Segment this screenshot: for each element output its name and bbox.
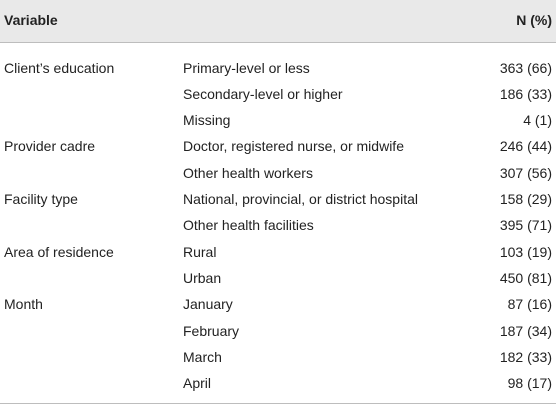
variable-cell: Area of residence bbox=[4, 244, 114, 260]
table-row bbox=[0, 212, 556, 238]
n-percent-cell: 307 (56) bbox=[499, 165, 552, 181]
category-cell: February bbox=[183, 323, 240, 339]
table-row bbox=[0, 160, 556, 186]
n-percent-cell: 103 (19) bbox=[499, 244, 552, 260]
n-percent-cell: 98 (17) bbox=[507, 375, 552, 391]
n-percent-cell: 363 (66) bbox=[499, 60, 552, 76]
category-cell: Urban bbox=[183, 270, 222, 286]
category-cell: Doctor, registered nurse, or midwife bbox=[183, 138, 404, 154]
n-percent-cell: 4 (1) bbox=[523, 112, 552, 128]
category-cell: National, provincial, or district hospital bbox=[183, 191, 418, 207]
variable-cell: Facility type bbox=[4, 191, 78, 207]
n-percent-cell: 395 (71) bbox=[499, 217, 552, 233]
category-cell: March bbox=[183, 349, 222, 365]
variable-cell: Provider cadre bbox=[4, 138, 96, 154]
n-percent-cell: 87 (16) bbox=[507, 296, 552, 312]
table-row bbox=[0, 81, 556, 107]
n-percent-cell: 182 (33) bbox=[499, 349, 552, 365]
n-percent-cell: 187 (34) bbox=[499, 323, 552, 339]
category-cell: Missing bbox=[183, 112, 231, 128]
table-row bbox=[0, 318, 556, 344]
n-percent-cell: 158 (29) bbox=[499, 191, 552, 207]
table-row bbox=[0, 55, 556, 81]
header-n-percent: N (%) bbox=[516, 12, 552, 28]
table-row bbox=[0, 370, 556, 396]
variable-cell: Month bbox=[4, 296, 43, 312]
variable-cell: Client’s education bbox=[4, 60, 115, 76]
table-row bbox=[0, 265, 556, 291]
category-cell: Rural bbox=[183, 244, 217, 260]
category-cell: Primary-level or less bbox=[183, 60, 310, 76]
table-row bbox=[0, 133, 556, 159]
table-header bbox=[0, 0, 556, 43]
n-percent-cell: 186 (33) bbox=[499, 86, 552, 102]
table-row bbox=[0, 291, 556, 317]
table-row bbox=[0, 186, 556, 212]
header-variable: Variable bbox=[4, 12, 58, 28]
table-row bbox=[0, 344, 556, 370]
table-row bbox=[0, 107, 556, 133]
n-percent-cell: 450 (81) bbox=[499, 270, 552, 286]
bottom-rule bbox=[0, 403, 556, 404]
category-cell: Secondary-level or higher bbox=[183, 86, 343, 102]
category-cell: January bbox=[183, 296, 233, 312]
n-percent-cell: 246 (44) bbox=[499, 138, 552, 154]
category-cell: April bbox=[183, 375, 212, 391]
category-cell: Other health workers bbox=[183, 165, 313, 181]
table-row bbox=[0, 239, 556, 265]
category-cell: Other health facilities bbox=[183, 217, 314, 233]
